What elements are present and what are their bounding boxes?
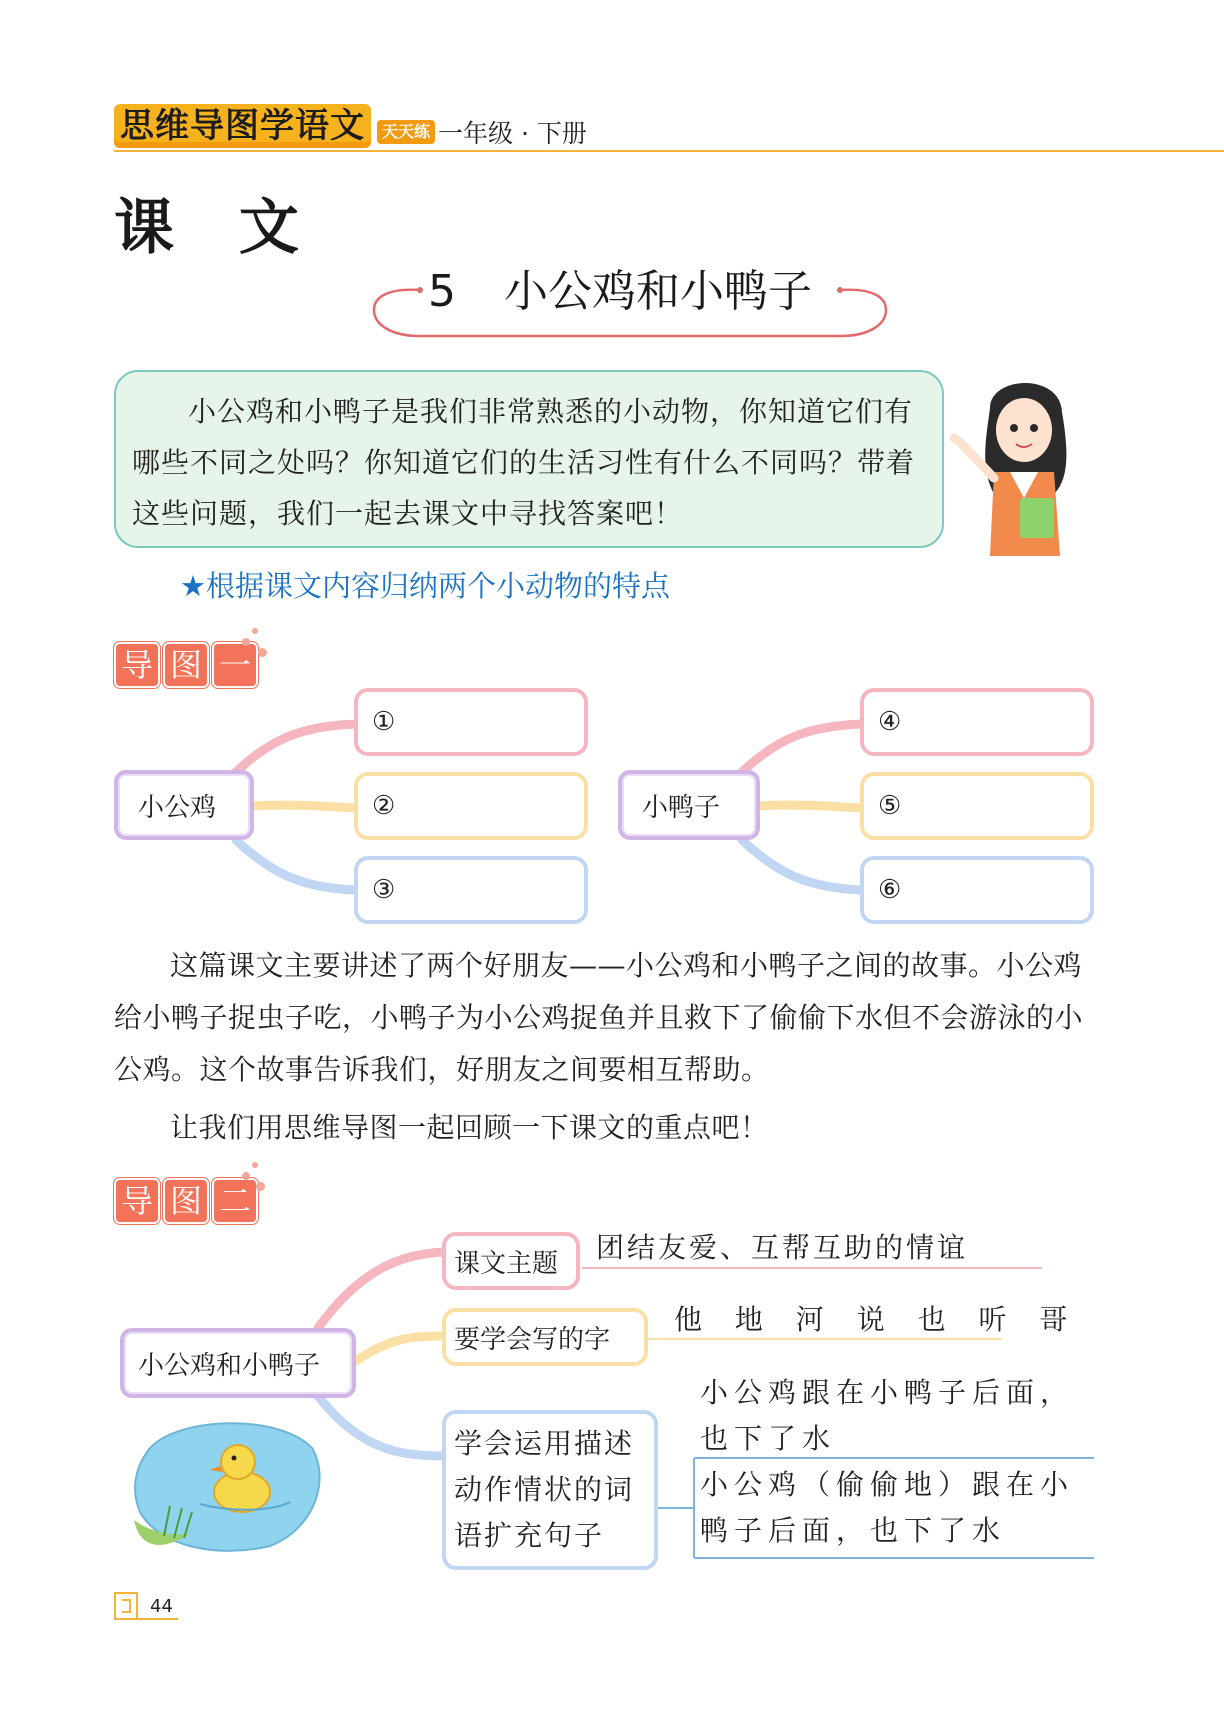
intro-box: 小公鸡和小鸭子是我们非常熟悉的小动物，你知道它们有哪些不同之处吗？你知道它们的生活习性有什么不同吗？带着这些问题，我们一起去课文中寻找答案吧！ bbox=[114, 370, 944, 548]
rooster-trait-1: ① bbox=[354, 688, 588, 756]
badge-char: 图 bbox=[163, 1178, 209, 1224]
branch-theme: 课文主题 bbox=[442, 1232, 580, 1290]
duckling-illustration bbox=[130, 1408, 326, 1556]
mindmap-1-root-duckling: 小鸭子 bbox=[618, 770, 760, 840]
mindmap-2-root: 小公鸡和小鸭子 bbox=[120, 1328, 356, 1398]
lesson-name: 小公鸡和小鸭子 bbox=[504, 266, 812, 317]
branch-characters: 要学会写的字 bbox=[442, 1308, 648, 1366]
brand-subtitle: 天天练 bbox=[377, 120, 435, 144]
decor-dot bbox=[252, 1162, 258, 1168]
duckling-trait-6: ⑥ bbox=[860, 856, 1094, 924]
branch-sentence-expansion: 学会运用描述动作情状的词语扩充句子 bbox=[442, 1410, 658, 1570]
mindmap-1-root-rooster: 小公鸡 bbox=[114, 770, 254, 840]
badge-char: 图 bbox=[163, 642, 209, 688]
duckling-trait-5: ⑤ bbox=[860, 772, 1094, 840]
review-paragraph: 让我们用思维导图一起回顾一下课文的重点吧！ bbox=[170, 1111, 769, 1144]
badge-char: 一 bbox=[212, 642, 258, 688]
sentence-original: 小公鸡跟在小鸭子后面，也下了水 bbox=[700, 1376, 1075, 1455]
rooster-trait-2: ② bbox=[354, 772, 588, 840]
brand-title: 思维导图学语文 bbox=[114, 104, 371, 148]
decor-dot bbox=[256, 1182, 265, 1191]
mindmap-2-badge bbox=[114, 1178, 258, 1224]
sentence-expanded: 小公鸡（偷偷地）跟在小鸭子后面，也下了水 bbox=[700, 1468, 1075, 1547]
tip-text: ★根据课文内容归纳两个小动物的特点 bbox=[180, 569, 670, 603]
grade-label: 一年级 · 下册 bbox=[438, 119, 587, 148]
rooster-trait-3: ③ bbox=[354, 856, 588, 924]
answer-characters: 他 地 河 说 也 听 哥 bbox=[674, 1303, 1080, 1336]
duckling-trait-4: ④ bbox=[860, 688, 1094, 756]
badge-char: 导 bbox=[114, 1178, 160, 1224]
decor-dot bbox=[242, 1172, 250, 1180]
badge-char: 二 bbox=[212, 1178, 258, 1224]
lesson-number: 5 bbox=[428, 266, 456, 317]
answer-theme: 团结友爱、互帮互助的情谊 bbox=[596, 1231, 969, 1264]
badge-char: 导 bbox=[114, 642, 160, 688]
section-title: 课 文 bbox=[114, 193, 321, 263]
page-number: 44 bbox=[150, 1596, 173, 1617]
summary-paragraph: 这篇课文主要讲述了两个好朋友——小公鸡和小鸭子之间的故事。小公鸡给小鸭子捉虫子吃，小鸭子为小公鸡捉鱼并且救下了偷偷下水但不会游泳的小公鸡。这个故事告诉我们，好朋友之间要相互帮助。 bbox=[114, 949, 1084, 1086]
